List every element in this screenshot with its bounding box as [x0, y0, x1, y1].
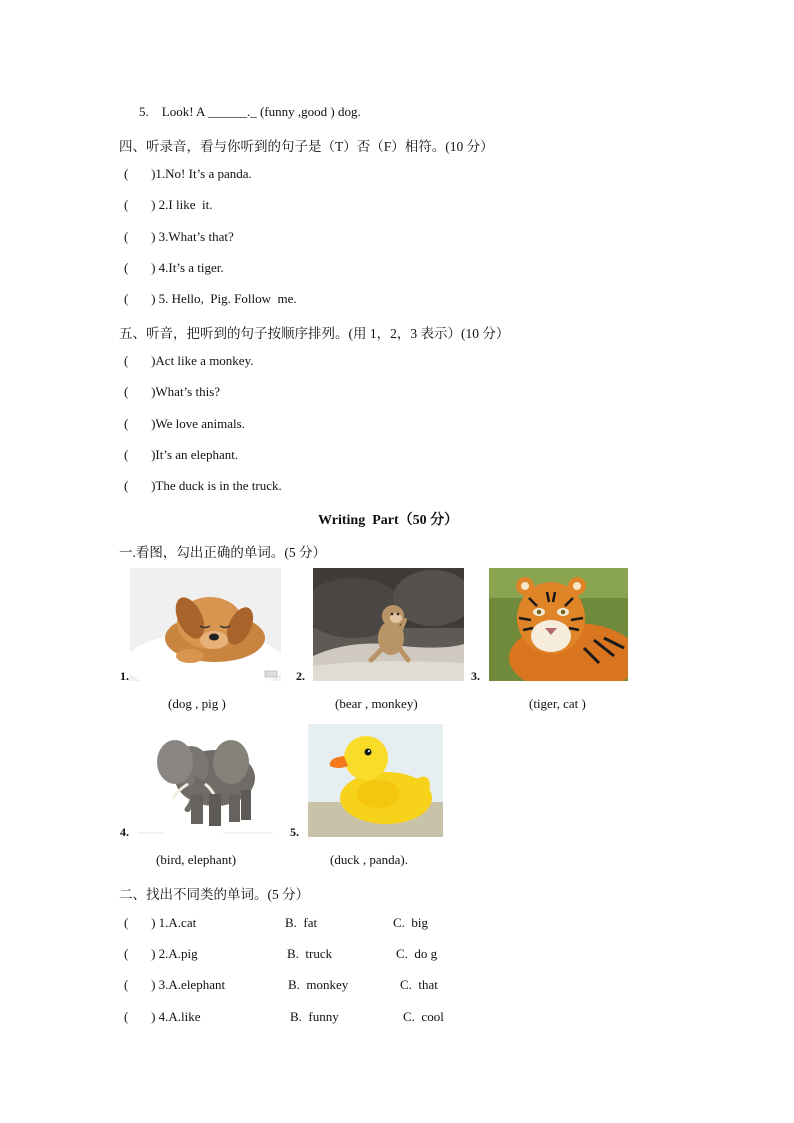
listening-item-5: ( ) 5. Hello, Pig. Follow me. [124, 291, 297, 306]
odd-one-out-1-option-c: C. big [393, 915, 429, 930]
picture-caption-3: (tiger, cat ) [529, 696, 586, 711]
tiger-photo-icon [489, 568, 628, 681]
section-5-heading: 五、听音，把听到的句子按顺序排列。(用 1，2，3 表示）(10 分） [119, 326, 510, 341]
odd-one-out-1-option-b: B. fat [285, 915, 318, 930]
question-5-fill-blank: 5. Look! A ______._ (funny ,good ) dog. [139, 104, 361, 119]
rubber-duck-photo-icon [308, 724, 443, 837]
picture-number-5: 5. [290, 825, 299, 839]
writing-1-heading: 一.看图，勾出正确的单词。(5 分） [119, 545, 326, 560]
puppy-photo-icon [130, 568, 281, 681]
odd-one-out-4-option-a: ( ) 4.A.like [124, 1009, 201, 1024]
elephant-photo-icon [133, 728, 278, 838]
listening-item-1: ( )1.No! It’s a panda. [124, 166, 252, 181]
picture-caption-5: (duck , panda). [330, 852, 408, 867]
odd-one-out-2-option-b: B. truck [287, 946, 333, 961]
picture-number-1: 1. [120, 669, 129, 683]
writing-part-title: Writing Part（50 分） [318, 513, 459, 528]
listening-item-4: ( ) 4.It’s a tiger. [124, 260, 224, 275]
section-4-heading: 四、听录音，看与你听到的句子是（T）否（F）相符。(10 分） [119, 139, 494, 154]
writing-2-heading: 二、找出不同类的单词。(5 分） [119, 887, 310, 902]
order-item-4: ( )It’s an elephant. [124, 447, 239, 462]
order-item-3: ( )We love animals. [124, 416, 245, 431]
picture-caption-2: (bear , monkey) [335, 696, 418, 711]
picture-number-4: 4. [120, 825, 129, 839]
listening-item-3: ( ) 3.What’s that? [124, 229, 234, 244]
odd-one-out-3-option-c: C. that [400, 977, 438, 992]
order-item-2: ( )What’s this? [124, 384, 221, 399]
order-item-1: ( )Act like a monkey. [124, 353, 254, 368]
order-item-5: ( )The duck is in the truck. [124, 478, 282, 493]
picture-caption-4: (bird, elephant) [156, 852, 237, 867]
odd-one-out-3-option-a: ( ) 3.A.elephant [124, 977, 226, 992]
listening-item-2: ( ) 2.I like it. [124, 197, 213, 212]
picture-caption-1: (dog , pig ) [168, 696, 226, 711]
picture-number-3: 3. [471, 669, 480, 683]
odd-one-out-2-option-c: C. do g [396, 946, 438, 961]
monkey-photo-icon [313, 568, 464, 681]
odd-one-out-3-option-b: B. monkey [288, 977, 349, 992]
picture-number-2: 2. [296, 669, 305, 683]
odd-one-out-4-option-c: C. cool [403, 1009, 444, 1024]
odd-one-out-2-option-a: ( ) 2.A.pig [124, 946, 198, 961]
odd-one-out-4-option-b: B. funny [290, 1009, 339, 1024]
odd-one-out-1-option-a: ( ) 1.A.cat [124, 915, 197, 930]
